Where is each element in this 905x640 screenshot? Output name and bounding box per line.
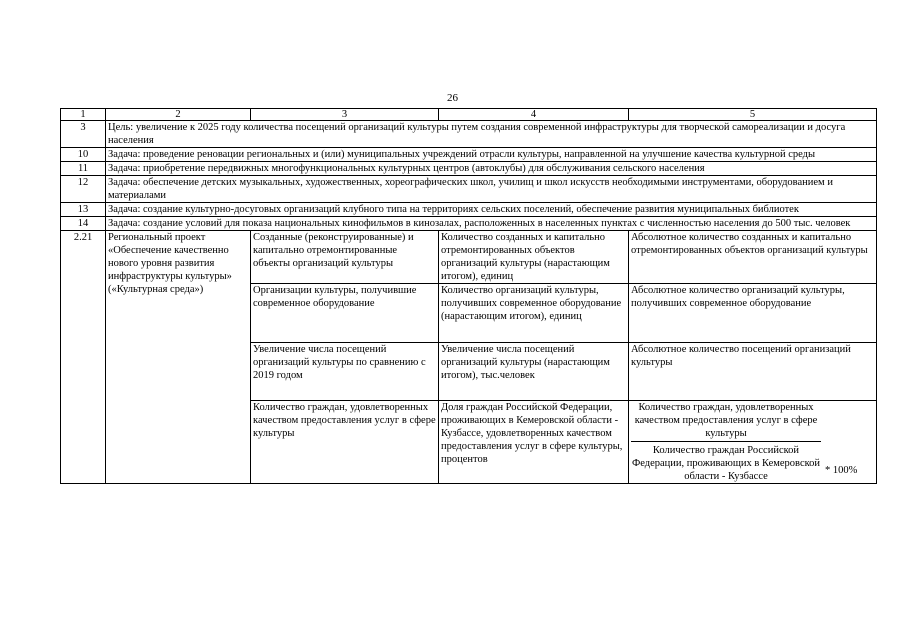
row-number: 13 bbox=[61, 203, 106, 217]
row-number: 3 bbox=[61, 121, 106, 148]
project-row bbox=[61, 231, 877, 284]
formula-numerator: Количество граждан, удовлетворенных качеством предоставления услуг в сфере культуры bbox=[634, 402, 818, 439]
task-text: Задача: обеспечение детских музыкальных, художественных, хореографических школ, училищ и школ искусств необходимыми инструментами, оборудованием и материалами bbox=[106, 176, 877, 203]
task-text: Задача: создание культурно-досуговых организаций клубного типа на территориях сельских поселений, обеспечение развития муниципальных библиотек bbox=[106, 203, 877, 217]
indicator-cell: Количество организаций культуры, получивших современное оборудование (нарастающим итогом), единиц bbox=[439, 284, 629, 343]
method-cell: Абсолютное количество созданных и капитально отремонтированных объектов организаций культуры bbox=[629, 231, 877, 284]
indicator-cell: Увеличение числа посещений организаций культуры (нарастающим итогом), тыс.человек bbox=[439, 343, 629, 401]
goal-row bbox=[61, 121, 877, 148]
row-number: 14 bbox=[61, 217, 106, 231]
formula-multiplier: * 100% bbox=[825, 465, 858, 476]
header-col-4: 4 bbox=[439, 109, 629, 121]
project-number: 2.21 bbox=[61, 231, 106, 484]
formula-fraction bbox=[631, 401, 821, 483]
formula bbox=[631, 401, 874, 483]
task-text: Задача: приобретение передвижных многофункциональных культурных центров (автоклубы) для обслуживания сельского населения bbox=[106, 162, 877, 176]
header-col-1: 1 bbox=[61, 109, 106, 121]
task-text: Задача: создание условий для показа национальных кинофильмов в кинозалах, расположенных в населенных пунктах с численностью населения до 500 тыс. человек bbox=[106, 217, 877, 231]
formula-cell bbox=[629, 401, 877, 484]
header-row bbox=[61, 109, 877, 121]
task-row bbox=[61, 162, 877, 176]
page-number: 26 bbox=[447, 92, 458, 104]
indicators-table bbox=[60, 108, 877, 484]
result-cell: Организации культуры, получившие современное оборудование bbox=[251, 284, 439, 343]
formula-denominator: Количество граждан Российской Федерации, проживающих в Кемеровской области - Кузбассе bbox=[631, 445, 821, 482]
task-row bbox=[61, 176, 877, 203]
task-row bbox=[61, 148, 877, 162]
method-cell: Абсолютное количество организаций культуры, получивших современное оборудование bbox=[629, 284, 877, 343]
row-number: 12 bbox=[61, 176, 106, 203]
goal-text: Цель: увеличение к 2025 году количества посещений организаций культуры путем создания современной инфраструктуры для творческой самореализации и досуга населения bbox=[106, 121, 877, 148]
row-number: 11 bbox=[61, 162, 106, 176]
row-number: 10 bbox=[61, 148, 106, 162]
header-col-5: 5 bbox=[629, 109, 877, 121]
header-col-2: 2 bbox=[106, 109, 251, 121]
result-cell: Созданные (реконструированные) и капитально отремонтированные объекты организаций культуры bbox=[251, 231, 439, 284]
indicator-cell: Доля граждан Российской Федерации, проживающих в Кемеровской области - Кузбассе, удовлетворенных качеством предоставления услуг в сфере культуры, процентов bbox=[439, 401, 629, 484]
task-row bbox=[61, 217, 877, 231]
result-cell: Количество граждан, удовлетворенных качеством предоставления услуг в сфере культуры bbox=[251, 401, 439, 484]
project-name: Региональный проект «Обеспечение качественно нового уровня развития инфраструктуры культуры» («Культурная среда») bbox=[106, 231, 251, 484]
method-cell: Абсолютное количество посещений организаций культуры bbox=[629, 343, 877, 401]
result-cell: Увеличение числа посещений организаций культуры по сравнению с 2019 годом bbox=[251, 343, 439, 401]
task-row bbox=[61, 203, 877, 217]
task-text: Задача: проведение реновации региональных и (или) муниципальных учреждений отрасли культуры, направленной на улучшение качества культурной среды bbox=[106, 148, 877, 162]
indicator-cell: Количество созданных и капитально отремонтированных объектов организаций культуры (нарастающим итогом), единиц bbox=[439, 231, 629, 284]
header-col-3: 3 bbox=[251, 109, 439, 121]
